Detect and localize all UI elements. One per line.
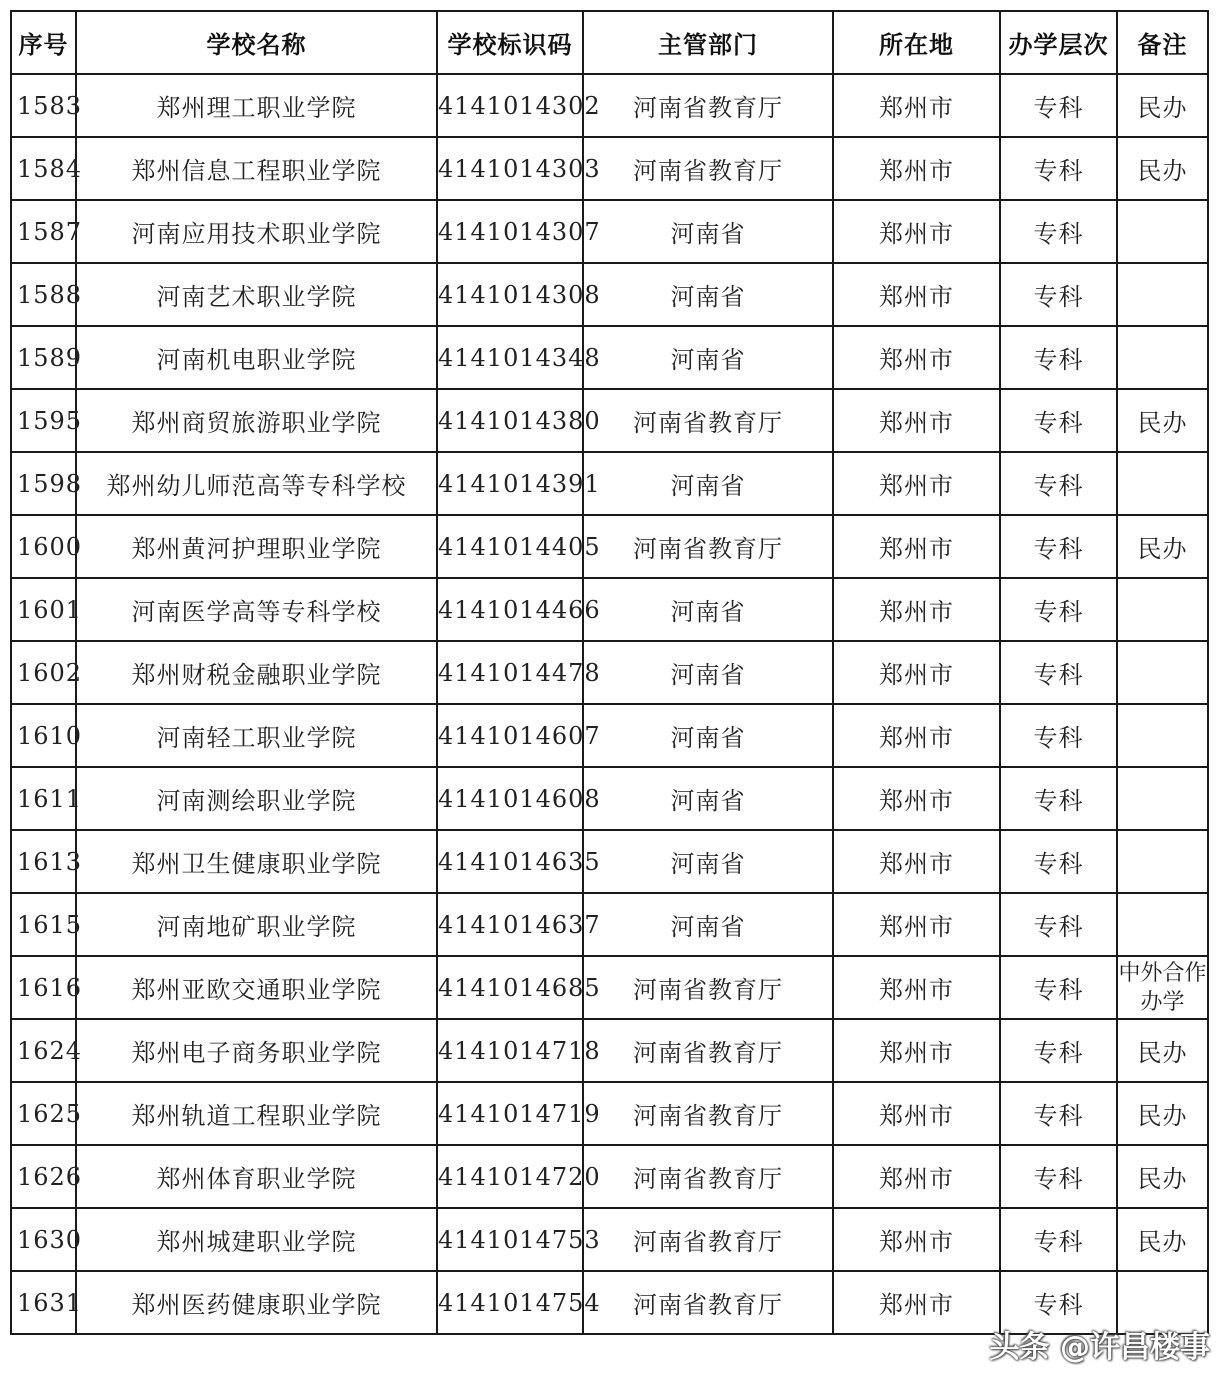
cell-seq: 1587 (11, 200, 76, 263)
cell-note (1117, 641, 1208, 704)
cell-seq: 1624 (11, 1019, 76, 1082)
cell-level: 专科 (1000, 830, 1117, 893)
cell-note: 中外合作办学 (1117, 956, 1208, 1019)
table-row (11, 515, 1208, 578)
cell-school-name: 河南测绘职业学院 (76, 767, 437, 830)
cell-seq: 1611 (11, 767, 76, 830)
cell-seq: 1588 (11, 263, 76, 326)
table-row (11, 137, 1208, 200)
cell-note: 民办 (1117, 137, 1208, 200)
table-row (11, 1082, 1208, 1145)
cell-department: 河南省 (583, 263, 833, 326)
table-row (11, 263, 1208, 326)
cell-level: 专科 (1000, 767, 1117, 830)
cell-seq: 1631 (11, 1271, 76, 1334)
cell-location: 郑州市 (833, 767, 1000, 830)
cell-school-code: 4141014391 (437, 452, 583, 515)
cell-school-name: 河南机电职业学院 (76, 326, 437, 389)
cell-department: 河南省 (583, 578, 833, 641)
cell-department: 河南省教育厅 (583, 1271, 833, 1334)
cell-school-name: 郑州医药健康职业学院 (76, 1271, 437, 1334)
cell-location: 郑州市 (833, 578, 1000, 641)
cell-school-code: 4141014608 (437, 767, 583, 830)
cell-location: 郑州市 (833, 452, 1000, 515)
cell-department: 河南省教育厅 (583, 1019, 833, 1082)
cell-level: 专科 (1000, 893, 1117, 956)
cell-location: 郑州市 (833, 515, 1000, 578)
cell-seq: 1616 (11, 956, 76, 1019)
cell-note (1117, 830, 1208, 893)
cell-department: 河南省教育厅 (583, 956, 833, 1019)
table-body (11, 74, 1208, 1334)
cell-note: 民办 (1117, 515, 1208, 578)
cell-school-code: 4141014405 (437, 515, 583, 578)
table-row (11, 578, 1208, 641)
cell-note (1117, 704, 1208, 767)
cell-school-name: 郑州信息工程职业学院 (76, 137, 437, 200)
cell-department: 河南省 (583, 830, 833, 893)
cell-location: 郑州市 (833, 956, 1000, 1019)
cell-level: 专科 (1000, 1208, 1117, 1271)
cell-note (1117, 767, 1208, 830)
cell-note: 民办 (1117, 1082, 1208, 1145)
cell-school-name: 郑州卫生健康职业学院 (76, 830, 437, 893)
cell-seq: 1630 (11, 1208, 76, 1271)
table-row (11, 200, 1208, 263)
cell-level: 专科 (1000, 326, 1117, 389)
cell-location: 郑州市 (833, 1019, 1000, 1082)
watermark: 头条 @许昌楼事 (989, 1330, 1210, 1365)
cell-department: 河南省 (583, 326, 833, 389)
cell-seq: 1598 (11, 452, 76, 515)
cell-level: 专科 (1000, 389, 1117, 452)
school-table (10, 10, 1209, 1335)
cell-note: 民办 (1117, 74, 1208, 137)
table-row (11, 641, 1208, 704)
table-header-row (11, 11, 1208, 74)
cell-school-code: 4141014380 (437, 389, 583, 452)
table-row (11, 704, 1208, 767)
cell-seq: 1601 (11, 578, 76, 641)
cell-seq: 1584 (11, 137, 76, 200)
cell-department: 河南省教育厅 (583, 515, 833, 578)
cell-school-code: 4141014466 (437, 578, 583, 641)
cell-school-name: 郑州理工职业学院 (76, 74, 437, 137)
cell-department: 河南省教育厅 (583, 389, 833, 452)
cell-school-code: 4141014302 (437, 74, 583, 137)
cell-school-code: 4141014607 (437, 704, 583, 767)
cell-location: 郑州市 (833, 200, 1000, 263)
header-school-name: 学校名称 (76, 11, 437, 74)
cell-school-name: 郑州幼儿师范高等专科学校 (76, 452, 437, 515)
cell-department: 河南省 (583, 893, 833, 956)
table-row (11, 74, 1208, 137)
table-row (11, 767, 1208, 830)
cell-school-code: 4141014719 (437, 1082, 583, 1145)
table-row (11, 1019, 1208, 1082)
cell-school-code: 4141014637 (437, 893, 583, 956)
cell-location: 郑州市 (833, 326, 1000, 389)
cell-note (1117, 326, 1208, 389)
cell-seq: 1615 (11, 893, 76, 956)
cell-school-code: 4141014635 (437, 830, 583, 893)
cell-school-name: 郑州商贸旅游职业学院 (76, 389, 437, 452)
cell-level: 专科 (1000, 578, 1117, 641)
cell-department: 河南省教育厅 (583, 1082, 833, 1145)
cell-school-code: 4141014348 (437, 326, 583, 389)
cell-seq: 1613 (11, 830, 76, 893)
cell-school-name: 郑州轨道工程职业学院 (76, 1082, 437, 1145)
cell-school-code: 4141014754 (437, 1271, 583, 1334)
cell-location: 郑州市 (833, 74, 1000, 137)
cell-department: 河南省 (583, 200, 833, 263)
cell-school-name: 河南轻工职业学院 (76, 704, 437, 767)
table-row (11, 1208, 1208, 1271)
cell-location: 郑州市 (833, 263, 1000, 326)
cell-department: 河南省 (583, 641, 833, 704)
cell-seq: 1600 (11, 515, 76, 578)
cell-note (1117, 452, 1208, 515)
cell-level: 专科 (1000, 263, 1117, 326)
cell-school-name: 河南应用技术职业学院 (76, 200, 437, 263)
cell-seq: 1589 (11, 326, 76, 389)
cell-location: 郑州市 (833, 1082, 1000, 1145)
table-row (11, 389, 1208, 452)
header-department: 主管部门 (583, 11, 833, 74)
cell-department: 河南省 (583, 767, 833, 830)
cell-note (1117, 200, 1208, 263)
cell-department: 河南省教育厅 (583, 137, 833, 200)
header-note: 备注 (1117, 11, 1208, 74)
cell-school-code: 4141014307 (437, 200, 583, 263)
cell-location: 郑州市 (833, 704, 1000, 767)
cell-seq: 1583 (11, 74, 76, 137)
cell-level: 专科 (1000, 200, 1117, 263)
cell-school-name: 郑州亚欧交通职业学院 (76, 956, 437, 1019)
cell-school-code: 4141014303 (437, 137, 583, 200)
cell-note (1117, 893, 1208, 956)
cell-note: 民办 (1117, 389, 1208, 452)
header-location: 所在地 (833, 11, 1000, 74)
cell-note: 民办 (1117, 1208, 1208, 1271)
table-row (11, 1145, 1208, 1208)
cell-school-code: 4141014685 (437, 956, 583, 1019)
cell-location: 郑州市 (833, 1271, 1000, 1334)
cell-school-name: 郑州体育职业学院 (76, 1145, 437, 1208)
header-seq: 序号 (11, 11, 76, 74)
cell-department: 河南省教育厅 (583, 1208, 833, 1271)
cell-note (1117, 578, 1208, 641)
cell-school-code: 4141014478 (437, 641, 583, 704)
cell-seq: 1610 (11, 704, 76, 767)
cell-school-name: 郑州电子商务职业学院 (76, 1019, 437, 1082)
cell-seq: 1602 (11, 641, 76, 704)
cell-school-code: 4141014753 (437, 1208, 583, 1271)
cell-department: 河南省 (583, 452, 833, 515)
cell-location: 郑州市 (833, 641, 1000, 704)
cell-level: 专科 (1000, 1145, 1117, 1208)
cell-level: 专科 (1000, 956, 1117, 1019)
cell-department: 河南省 (583, 704, 833, 767)
cell-seq: 1625 (11, 1082, 76, 1145)
cell-note: 民办 (1117, 1145, 1208, 1208)
cell-level: 专科 (1000, 452, 1117, 515)
cell-location: 郑州市 (833, 830, 1000, 893)
cell-school-code: 4141014720 (437, 1145, 583, 1208)
cell-level: 专科 (1000, 137, 1117, 200)
cell-department: 河南省教育厅 (583, 74, 833, 137)
table-row (11, 452, 1208, 515)
cell-note (1117, 263, 1208, 326)
cell-level: 专科 (1000, 704, 1117, 767)
cell-school-name: 郑州黄河护理职业学院 (76, 515, 437, 578)
header-school-code: 学校标识码 (437, 11, 583, 74)
cell-school-name: 郑州财税金融职业学院 (76, 641, 437, 704)
table-row (11, 893, 1208, 956)
table-row (11, 956, 1208, 1019)
cell-school-name: 河南医学高等专科学校 (76, 578, 437, 641)
cell-department: 河南省教育厅 (583, 1145, 833, 1208)
cell-level: 专科 (1000, 74, 1117, 137)
cell-seq: 1626 (11, 1145, 76, 1208)
cell-school-name: 河南地矿职业学院 (76, 893, 437, 956)
cell-level: 专科 (1000, 1082, 1117, 1145)
table-row (11, 830, 1208, 893)
cell-school-code: 4141014718 (437, 1019, 583, 1082)
cell-school-code: 4141014308 (437, 263, 583, 326)
cell-location: 郑州市 (833, 1145, 1000, 1208)
cell-location: 郑州市 (833, 389, 1000, 452)
cell-school-name: 郑州城建职业学院 (76, 1208, 437, 1271)
cell-note: 民办 (1117, 1019, 1208, 1082)
cell-location: 郑州市 (833, 1208, 1000, 1271)
table-row (11, 326, 1208, 389)
cell-level: 专科 (1000, 1019, 1117, 1082)
cell-level: 专科 (1000, 1271, 1117, 1334)
cell-level: 专科 (1000, 641, 1117, 704)
cell-location: 郑州市 (833, 893, 1000, 956)
cell-school-name: 河南艺术职业学院 (76, 263, 437, 326)
cell-level: 专科 (1000, 515, 1117, 578)
cell-location: 郑州市 (833, 137, 1000, 200)
header-level: 办学层次 (1000, 11, 1117, 74)
cell-seq: 1595 (11, 389, 76, 452)
